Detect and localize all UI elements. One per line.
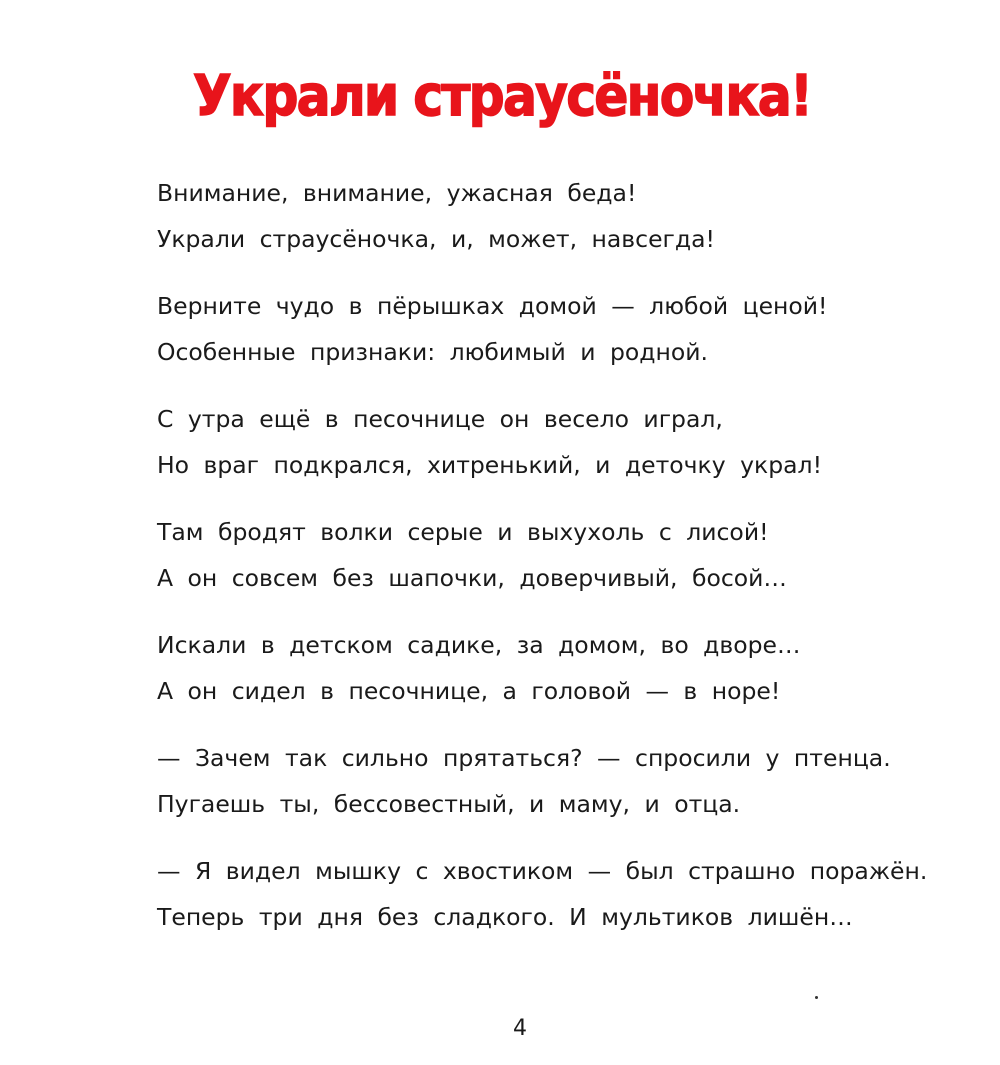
stanza (157, 735, 957, 848)
poem-line: Там бродят волки серые и выхухоль с лисой! (157, 518, 769, 546)
poem-line: Верните чудо в пёрышках домой — любой ценой! (157, 292, 828, 320)
stanza (157, 283, 957, 396)
poem-line: — Я видел мышку с хвостиком — был страшно поражён. (157, 857, 928, 885)
poem-line: А он сидел в песочнице, а головой — в норе! (157, 677, 781, 705)
poem-line: С утра ещё в песочнице он весело играл, (157, 405, 723, 433)
poem-line: А он совсем без шапочки, доверчивый, босой… (157, 564, 787, 592)
poem-line: Украли страусёночка, и, может, навсегда! (157, 225, 715, 253)
page-number: 4 (513, 1016, 527, 1041)
stanza (157, 622, 957, 735)
print-speck (815, 996, 818, 999)
page-title: Украли страусёночка! (192, 64, 812, 129)
poem-line: Внимание, внимание, ужасная беда! (157, 179, 637, 207)
poem-line: — Зачем так сильно прятаться? — спросили у птенца. (157, 744, 891, 772)
poem-line: Пугаешь ты, бессовестный, и маму, и отца. (157, 790, 741, 818)
poem-line: Но враг подкрался, хитренький, и деточку украл! (157, 451, 822, 479)
stanza (157, 509, 957, 622)
poem-line: Искали в детском садике, за домом, во дворе… (157, 631, 801, 659)
poem-line: Теперь три дня без сладкого. И мультиков лишён… (157, 903, 853, 931)
poem-body (157, 170, 957, 961)
stanza (157, 396, 957, 509)
stanza (157, 848, 957, 961)
poem-line: Особенные признаки: любимый и родной. (157, 338, 708, 366)
stanza (157, 170, 957, 283)
